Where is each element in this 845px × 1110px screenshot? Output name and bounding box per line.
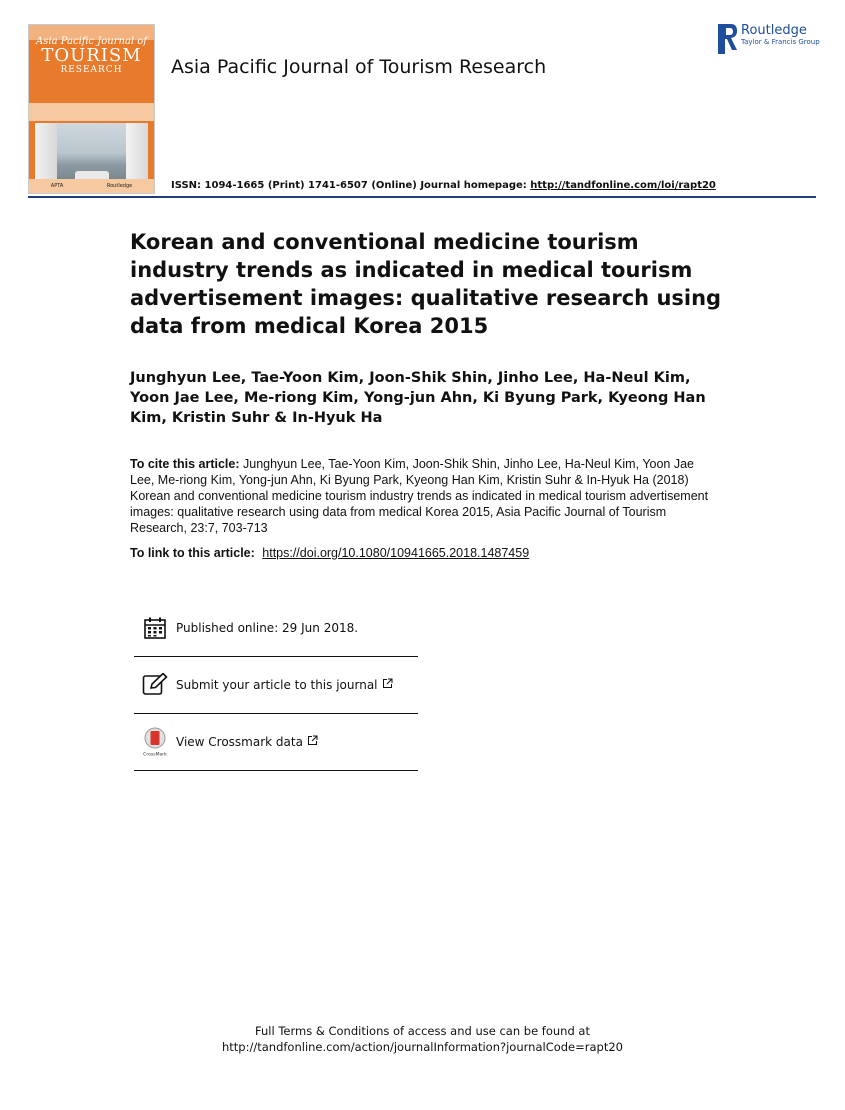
footer [0, 1023, 845, 1055]
cover-footer-apta: APTA [50, 183, 64, 189]
external-link-icon [307, 735, 318, 749]
footer-terms-text: Full Terms & Conditions of access and use can be found at [255, 1024, 590, 1038]
issn-text: ISSN: 1094-1665 (Print) 1741-6507 (Online) Journal homepage: [171, 180, 527, 191]
published-row [134, 600, 418, 656]
cover-title-research: RESEARCH [60, 65, 123, 75]
cover-footer [29, 179, 154, 193]
article-link-line [130, 546, 529, 560]
cite-label: To cite this article: [130, 457, 240, 471]
routledge-r-icon [718, 24, 738, 54]
cover-title: TOURISM [41, 45, 142, 66]
info-divider [134, 770, 418, 771]
journal-title[interactable]: Asia Pacific Journal of Tourism Research [171, 56, 547, 78]
cover-band [29, 103, 154, 121]
view-crossmark-link[interactable]: View Crossmark data [176, 735, 303, 749]
cover-footer-routledge: Routledge [106, 183, 133, 189]
footer-terms-link[interactable]: http://tandfonline.com/action/journalInformation?journalCode=rapt20 [222, 1040, 623, 1054]
crossmark-row[interactable] [134, 714, 418, 770]
external-link-icon [382, 678, 393, 692]
edit-icon [140, 670, 170, 700]
header-divider [28, 196, 816, 198]
journal-cover-image [28, 24, 155, 194]
issn-line [171, 180, 716, 191]
info-box [134, 600, 418, 771]
routledge-logo[interactable] [718, 24, 820, 54]
cite-text: Junghyun Lee, Tae-Yoon Kim, Joon-Shik Shin, Jinho Lee, Ha-Neul Kim, Yoon Jae Lee, Me-riong Kim, Yong-jun Ahn, Ki Byung Park, Kyeong Han Kim, Kristin Suhr & In-Hyuk Ha (2018) Korean and conventional medicine tourism industry trends as indicated in medical tourism advertisement images: qualitative research using data from medical Korea 2015, Asia Pacific Journal of Tourism Research, 23:7, 703-713 [130, 457, 709, 535]
submit-article-link[interactable]: Submit your article to this journal [176, 678, 378, 692]
calendar-icon [140, 613, 170, 643]
crossmark-icon [140, 727, 170, 757]
article-title: Korean and conventional medicine tourism industry trends as indicated in medical tourism advertisement images: qualitative research using data from medical Korea 2015 [130, 230, 722, 338]
citation-block [130, 456, 720, 536]
routledge-subtitle: Taylor & Francis Group [741, 38, 820, 46]
published-date: Published online: 29 Jun 2018. [176, 621, 359, 635]
routledge-name: Routledge [741, 23, 807, 38]
link-label: To link to this article: [130, 546, 255, 560]
doi-link[interactable]: https://doi.org/10.1080/10941665.2018.1487459 [262, 546, 530, 560]
cover-subtitle: Asia Pacific Journal of [36, 36, 147, 47]
journal-homepage-link[interactable]: http://tandfonline.com/loi/rapt20 [530, 180, 716, 191]
article-authors: Junghyun Lee, Tae-Yoon Kim, Joon-Shik Shin, Jinho Lee, Ha-Neul Kim, Yoon Jae Lee, Me-riong Kim, Yong-jun Ahn, Ki Byung Park, Kyeong Han Kim, Kristin Suhr & In-Hyuk Ha [130, 370, 706, 426]
submit-row[interactable] [134, 657, 418, 713]
crossmark-caption: CrossMark [143, 752, 167, 757]
